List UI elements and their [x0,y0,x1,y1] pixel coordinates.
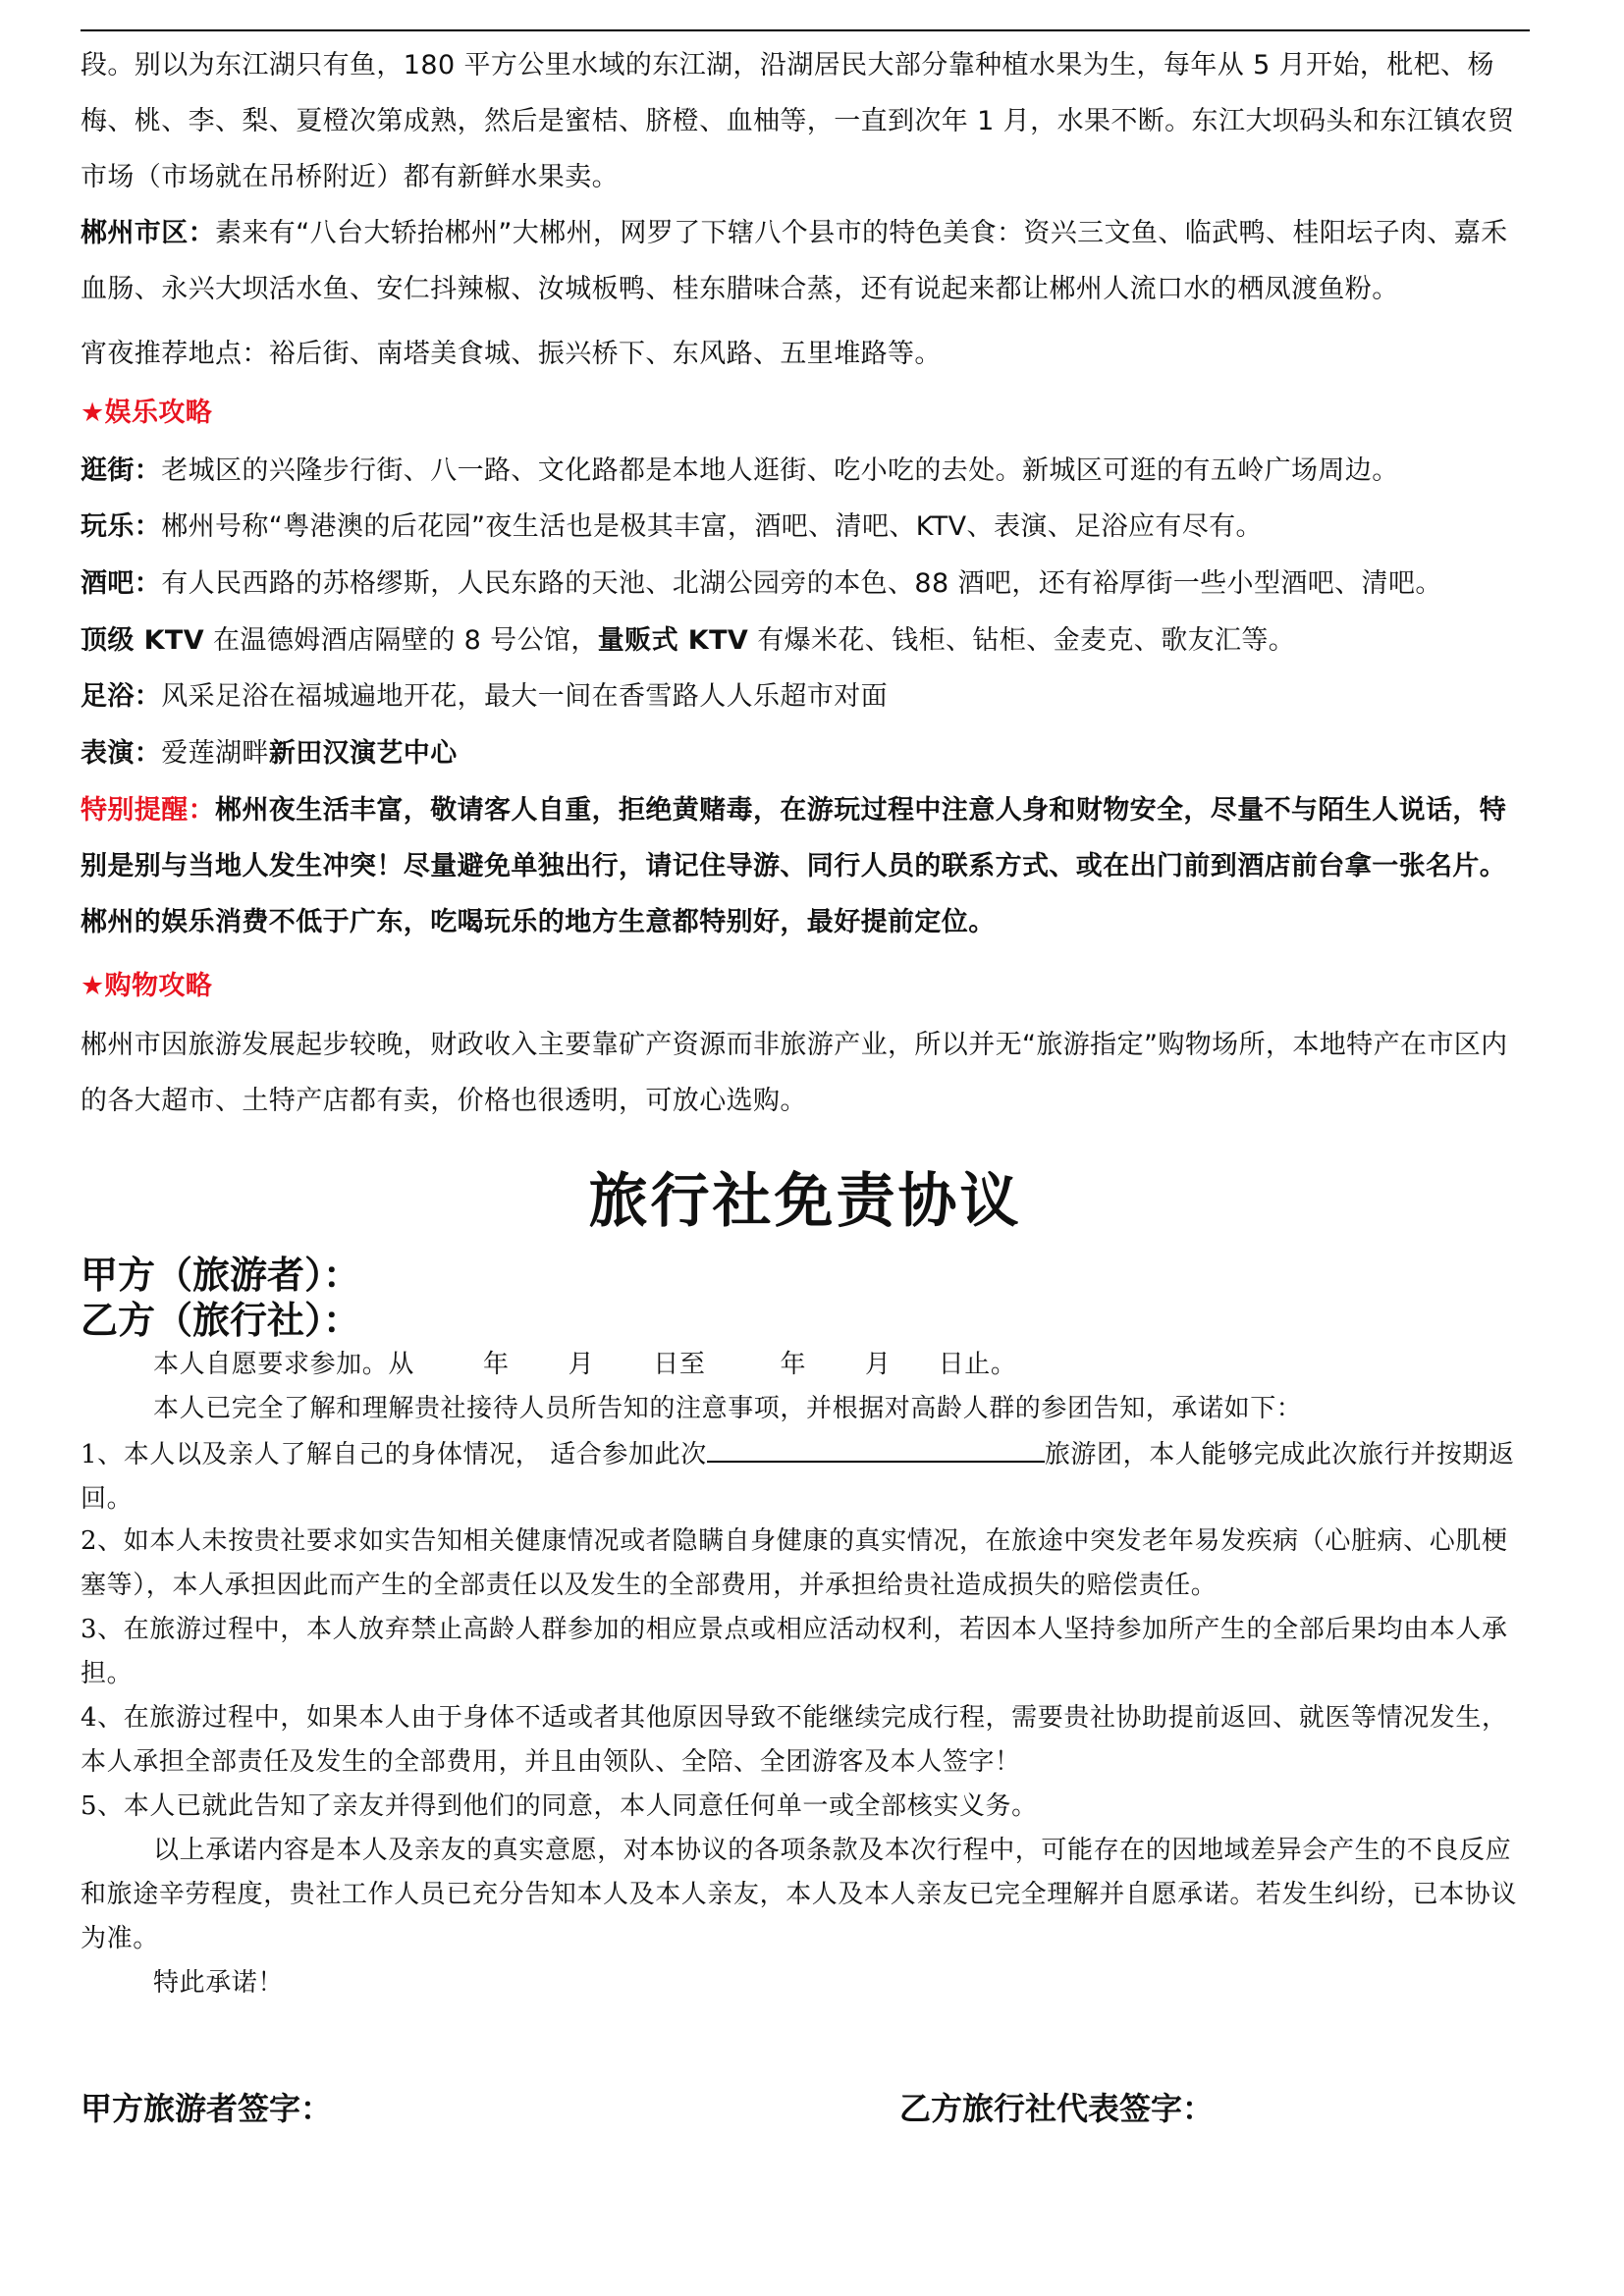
date-year-start: 年 [483,1350,510,1379]
stroll-label: 逛街： [81,455,162,486]
show-venue: 新田汉演艺中心 [268,738,458,769]
city-label: 郴州市区： [81,218,215,248]
stroll-paragraph [81,443,1530,499]
date-month-start: 月 [568,1350,595,1379]
show-text: 爱莲湖畔 [161,738,269,769]
shopping-paragraph [81,1017,1530,1129]
foot-bath-text: 风采足浴在福城遍地开花，最大一间在香雪路人人乐超市对面 [161,681,889,712]
night-snack-text: 宵夜推荐地点：裕后街、南塔美食城、振兴桥下、东风路、五里堆路等。 [81,339,942,369]
header-rule [81,29,1530,31]
fruit-paragraph [81,37,1530,205]
clause-1-text-b: 旅游团，本人能够完成此次旅行并按期返回。 [81,1440,1515,1514]
ktv-top-text: 在温德姆酒店隔壁的 8 号公馆， [204,625,598,656]
ktv-mass-text: 有爆米花、钱柜、钻柜、金麦克、歌友汇等。 [748,625,1296,656]
clause-2: 2、如本人未按贵社要求如实告知相关健康情况或者隐瞒自身健康的真实情况，在旅途中突发老年易发疾病（心脏病、心肌梗塞等），本人承担因此而产生的全部责任以及发生的全部费用，并承担给贵社造成损失的赔偿责任。 [81,1526,1508,1600]
clause-4: 4、在旅游过程中，如果本人由于身体不适或者其他原因导致不能继续完成行程，需要贵社协助提前返回、就医等情况发生，本人承担全部责任及发生的全部费用，并且由领队、全陪、全团游客及本人签字！ [81,1703,1508,1777]
date-day-end: 日止。 [938,1350,1017,1379]
date-day-start: 日至 [653,1350,706,1379]
entertainment-heading: ★娱乐攻略 [81,398,213,428]
clause-3: 3、在旅游过程中，本人放弃禁止高龄人群参加的相应景点或相应活动权利，若因本人坚持参加所产生的全部后果均由本人承担。 [81,1615,1508,1688]
clause-1 [81,1431,1530,1522]
clause-5: 5、本人已就此告知了亲友并得到他们的同意，本人同意任何单一或全部核实义务。 [81,1791,1038,1821]
warning-label: 特别提醒： [81,795,215,826]
closing-paragraph: 以上承诺内容是本人及亲友的真实意愿，对本协议的各项条款及本次行程中，可能存在的因地域差异会产生的不良反应和旅途辛劳程度，贵社工作人员已充分告知本人及本人亲友，本人及本人亲友已完全理解并自愿承诺。若发生纠纷，已本协议为准。 [81,1836,1518,1953]
stroll-text: 老城区的兴隆步行街、八一路、文化路都是本地人逛街、吃小吃的去处。新城区可逛的有五岭广场周边。 [161,455,1399,486]
city-food-paragraph [81,205,1530,317]
show-label: 表演： [81,738,162,769]
intro-line: 本人已完全了解和理解贵社接待人员所告知的注意事项，并根据对高龄人群的参团告知，承诺如下： [153,1394,1303,1423]
ktv-paragraph [81,613,1530,668]
night-snack-paragraph [81,326,1530,382]
date-range-line [81,1343,1530,1387]
warning-paragraph [81,782,1530,950]
date-month-end: 月 [865,1350,892,1379]
ktv-top-label: 顶级 KTV [81,625,205,656]
pledge-line: 特此承诺！ [153,1968,285,1998]
party-b-line: 乙方（旅行社）： [81,1299,361,1342]
date-intro-text: 本人自愿要求参加。从 [153,1350,415,1379]
play-label: 玩乐： [81,511,162,542]
foot-bath-paragraph [81,668,1530,724]
bar-text: 有人民西路的苏格缪斯，人民东路的天池、北湖公园旁的本色、88 酒吧，还有裕厚街一些小型酒吧、清吧。 [161,568,1442,599]
ktv-mass-label: 量贩式 KTV [597,625,749,656]
show-paragraph [81,725,1530,781]
agreement-title: 旅行社免责协议 [588,1167,1022,1236]
foot-bath-label: 足浴： [81,681,162,712]
play-paragraph [81,499,1530,555]
shopping-heading: ★购物攻略 [81,971,213,1001]
tourist-signature-label: 甲方旅游者签字： [81,2090,333,2127]
bar-paragraph [81,556,1530,612]
date-year-end: 年 [780,1350,807,1379]
agency-signature-label: 乙方旅行社代表签字： [899,2090,1215,2127]
clause-1-text-a: 1、本人以及亲人了解自己的身体情况， 适合参加此次 [81,1440,707,1469]
play-text: 郴州号称“粤港澳的后花园”夜生活也是极其丰富，酒吧、清吧、KTV、表演、足浴应有尽有。 [161,511,1263,542]
tour-name-blank[interactable] [707,1431,1045,1463]
city-text: 素来有“八台大轿抬郴州”大郴州，网罗了下辖八个县市的特色美食：资兴三文鱼、临武鸭、桂阳坛子肉、嘉禾血肠、永兴大坝活水鱼、安仁抖辣椒、汝城板鸭、桂东腊味合蒸，还有说起来都让郴州人流口水的栖凤渡鱼粉。 [81,218,1508,304]
bar-label: 酒吧： [81,568,162,599]
shopping-text: 郴州市因旅游发展起步较晚，财政收入主要靠矿产资源而非旅游产业，所以并无“旅游指定”购物场所，本地特产在市区内的各大超市、土特产店都有卖，价格也很透明，可放心选购。 [81,1030,1508,1116]
warning-text: 郴州夜生活丰富，敬请客人自重，拒绝黄赌毒，在游玩过程中注意人身和财物安全，尽量不与陌生人说话，特别是别与当地人发生冲突！尽量避免单独出行，请记住导游、同行人员的联系方式、或在出门前到酒店前台拿一张名片。郴州的娱乐消费不低于广东，吃喝玩乐的地方生意都特别好，最好提前定位。 [81,795,1507,937]
fruit-text: 段。别以为东江湖只有鱼，180 平方公里水域的东江湖，沿湖居民大部分靠种植水果为生，每年从 5 月开始，枇杷、杨梅、桃、李、梨、夏橙次第成熟，然后是蜜桔、脐橙、血柚等，一直到次年 1 月，水果不断。东江大坝码头和东江镇农贸市场（市场就在吊桥附近）都有新鲜水果卖。 [81,50,1515,192]
party-a-line: 甲方（旅游者）： [81,1254,361,1297]
